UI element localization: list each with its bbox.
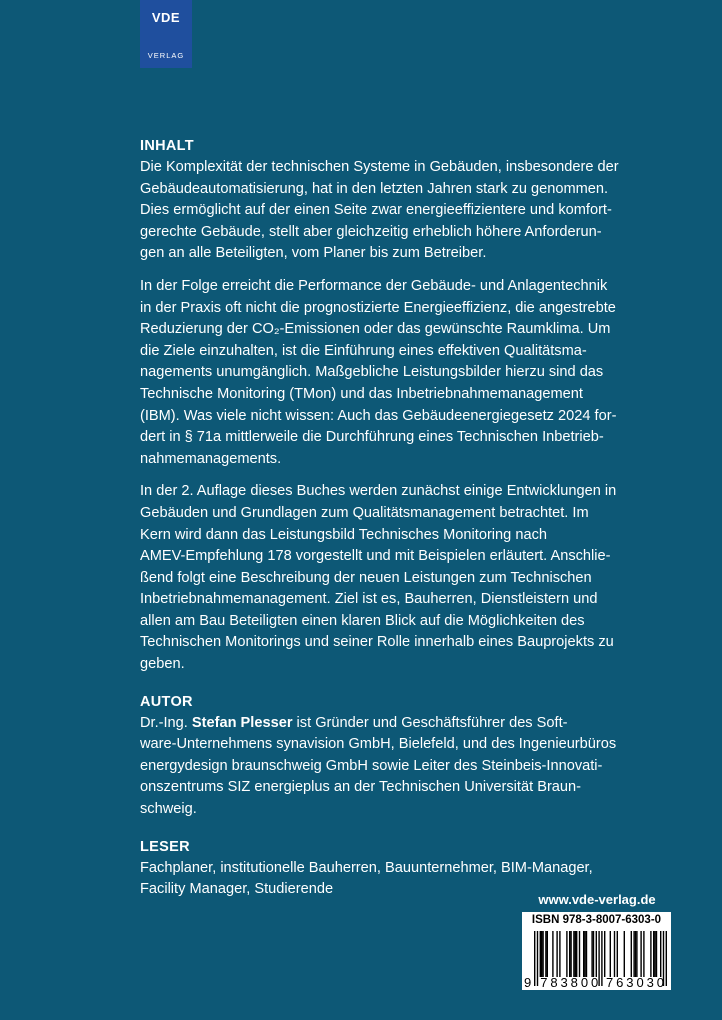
paragraph <box>140 713 617 821</box>
text-line: Facility Manager, Studierende <box>140 881 334 898</box>
barcode-bar <box>653 931 654 977</box>
isbn-barcode <box>522 912 671 990</box>
barcode-bar <box>601 931 602 986</box>
text-line: gen an alle Beteiligten, vom Planer bis zum Betreiber. <box>140 245 487 262</box>
text-line: In der 2. Auflage dieses Buches werden zunächst einige Entwicklungen in <box>140 483 617 500</box>
text-line: ware-Unternehmens synavision GmbH, Bielefeld, und des Ingenieurbüros <box>140 736 617 753</box>
barcode-bar <box>534 931 535 986</box>
text-line: geben. <box>140 656 185 673</box>
text-line: schweig. <box>140 801 197 818</box>
barcode-bar <box>586 931 587 977</box>
barcode-bar <box>666 931 667 986</box>
barcode-bar <box>631 931 632 977</box>
barcode-bar <box>591 931 592 977</box>
barcode-bar <box>575 931 576 977</box>
text-line: Gebäuden und Grundlagen zum Qualitätsmanagement betrachtet. Im <box>140 504 589 521</box>
barcode-bar <box>617 931 618 977</box>
logo-brand: VDE <box>151 10 181 25</box>
barcode-bar <box>579 931 580 977</box>
text-line: Die Komplexität der technischen Systeme in Gebäuden, insbesondere der <box>140 159 619 175</box>
publisher-url[interactable]: www.vde-verlag.de <box>538 892 656 907</box>
barcode-bar <box>624 931 625 977</box>
barcode-bar <box>583 931 584 977</box>
text-line: nagements unumgänglich. Maßgebliche Leistungsbilder hierzu sind das <box>140 364 604 381</box>
text-line: Dr.-Ing. Stefan Plesser ist Gründer und Geschäftsführer des Soft- <box>140 714 568 731</box>
barcode-bar <box>660 931 661 977</box>
section-heading: LESER <box>140 838 190 855</box>
barcode-digits: 783800 <box>540 975 599 990</box>
barcode-bar <box>640 931 641 977</box>
barcode-bar <box>650 931 651 977</box>
text-line: nahmemanagements. <box>140 450 282 467</box>
text-line: dert in § 71a mittlerweile die Durchführung eines Technischen Inbetrieb- <box>140 429 604 446</box>
barcode-bar <box>598 931 599 986</box>
barcode-digits: 763030 <box>606 975 664 990</box>
text-line: In der Folge erreicht die Performance der Gebäude- und Anlagentechnik <box>140 277 608 294</box>
section-heading: INHALT <box>140 138 194 154</box>
text-line: Reduzierung der CO₂-Emissionen oder das gewünschte Raumklima. Um <box>140 321 611 338</box>
text-line: die Ziele einzuhalten, ist die Einführung eines effektiven Qualitätsma- <box>140 342 587 359</box>
text-line: ßend folgt eine Beschreibung der neuen Leistungen zum Technischen <box>140 569 592 586</box>
text-line: (IBM). Was viele nicht wissen: Auch das Gebäudeenergiegesetz 2024 for- <box>140 407 617 424</box>
barcode-bar <box>573 931 574 977</box>
text-line: energydesign braunschweig GmbH sowie Leiter des Steinbeis-Innovati- <box>140 757 603 774</box>
barcode-bar <box>593 931 594 977</box>
logo-sub: VERLAG <box>147 51 185 60</box>
barcode-bar <box>556 931 557 977</box>
barcode-bar <box>547 931 548 977</box>
paragraph <box>140 481 617 675</box>
section-inhalt <box>140 138 619 676</box>
barcode-bar <box>633 931 634 977</box>
vde-verlag-logo <box>140 0 192 68</box>
barcode-bar <box>540 931 541 977</box>
barcode-digits: 9 <box>524 975 532 990</box>
barcode-bar <box>614 931 615 977</box>
barcode-bar <box>545 931 546 977</box>
barcode-bar <box>584 931 585 977</box>
barcode-bar <box>604 931 605 977</box>
paragraph <box>140 157 619 265</box>
barcode-bar <box>570 931 571 977</box>
paragraph <box>140 276 617 470</box>
barcode-bar <box>542 931 543 977</box>
barcode-bar <box>635 931 636 977</box>
barcode-bar <box>537 931 538 986</box>
barcode-bar <box>643 931 644 977</box>
barcode-bar <box>596 931 597 977</box>
author-name: Stefan Plesser <box>191 714 293 731</box>
text-line: Technischen Monitorings und seiner Rolle innerhalb eines Bauprojekts zu <box>140 634 614 651</box>
text-line: Inbetriebnahmemanagement. Ziel ist es, Bauherren, Dienstleistern und <box>140 591 598 608</box>
section-autor <box>140 693 617 821</box>
barcode-bar <box>569 931 570 977</box>
text-line: allen am Bau Beteiligten einen klaren Blick auf die Möglichkeiten des <box>140 612 585 629</box>
text-line: Kern wird dann das Leistungsbild Technisches Monitoring nach <box>140 526 547 543</box>
text-line: Dies ermöglicht auf der einen Seite zwar energieeffizientere und komfort- <box>140 202 612 219</box>
barcode-bar <box>610 931 611 977</box>
text-line: gerechte Gebäude, stellt aber gleichzeitig erheblich höhere Anforderun- <box>140 223 602 240</box>
barcode-bar <box>566 931 567 977</box>
back-cover-text <box>140 138 619 919</box>
text-line: Technische Monitoring (TMon) und das Inbetriebnahmemanagement <box>140 385 583 402</box>
text-line: Gebäudeautomatisierung, hat in den letzten Jahren stark zu genommen. <box>140 180 609 197</box>
barcode-bar <box>576 931 577 977</box>
text-line: AMEV-Empfehlung 178 vorgestellt und mit Beispielen erläutert. Anschlie- <box>140 548 611 565</box>
barcode-bar <box>552 931 553 977</box>
barcode-bar <box>656 931 657 977</box>
barcode-bar <box>559 931 560 977</box>
isbn-text: ISBN 978-3-8007-6303-0 <box>531 914 662 926</box>
barcode-bar <box>541 931 542 977</box>
barcode-bar <box>636 931 637 977</box>
text-line: Fachplaner, institutionelle Bauherren, Bauunternehmer, BIM-Manager, <box>140 859 593 876</box>
section-heading: AUTOR <box>140 693 193 710</box>
text-line: in der Praxis oft nicht die prognostizierte Energieeffizienz, die angestrebte <box>140 299 616 316</box>
text-line: onszentrums SIZ energieplus an der Technischen Universität Braun- <box>140 779 582 796</box>
barcode-bar <box>654 931 655 977</box>
